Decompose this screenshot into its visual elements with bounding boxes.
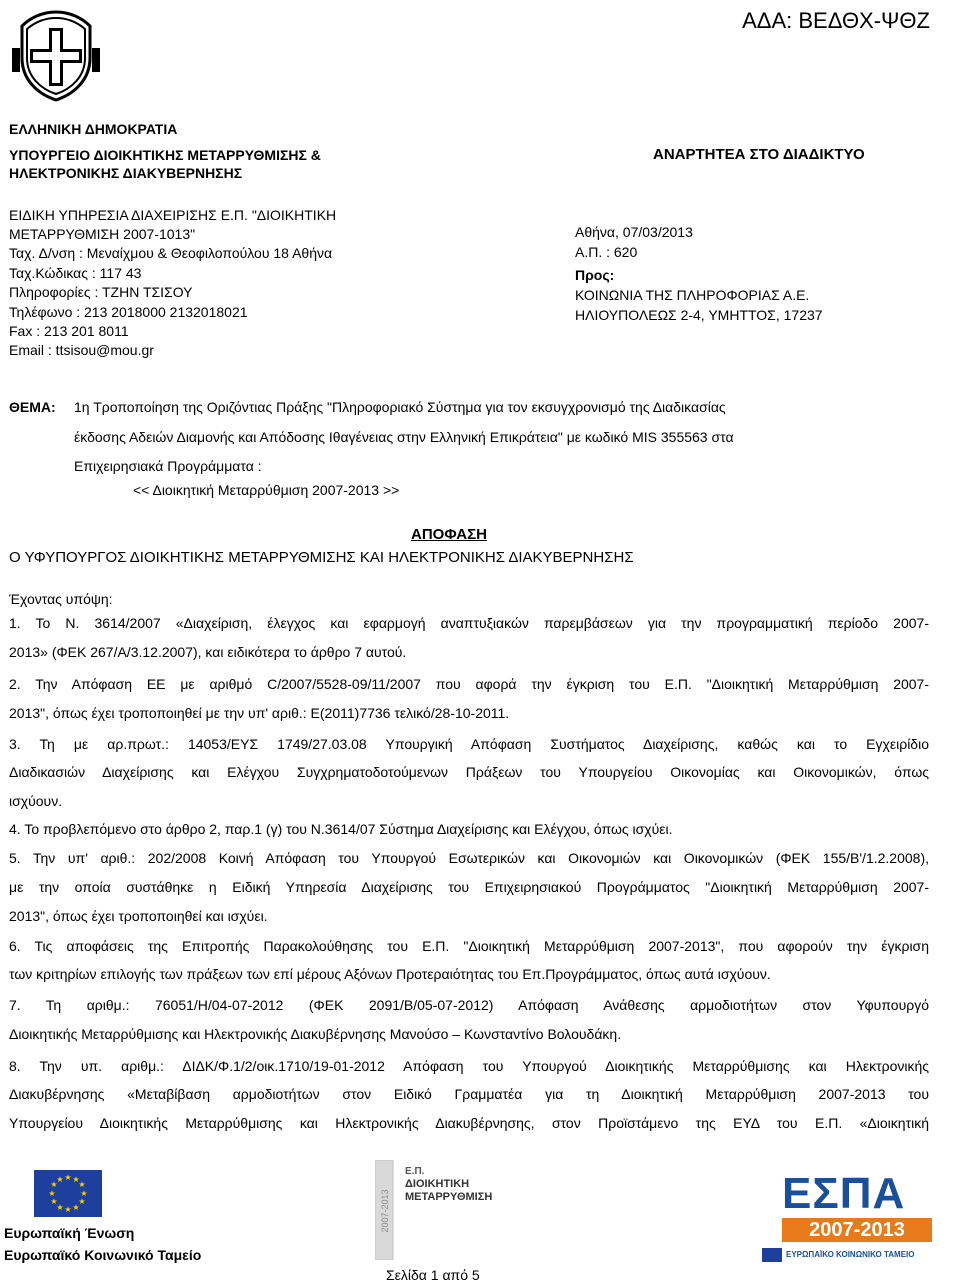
svg-text:★: ★	[72, 1203, 80, 1212]
espa-logo	[762, 1170, 934, 1270]
subject-programme: << Διοικητική Μεταρρύθμιση 2007-2013 >>	[133, 482, 400, 498]
svg-text:★: ★	[78, 1180, 86, 1189]
body-line: 4. Το προβλεπόμενο στο άρθρο 2, παρ.1 (γ) του Ν.3614/07 Σύστημα Διαχείρισης και Ελέγχου, όπως ισχύει.	[9, 821, 673, 837]
body-line: 2013", όπως έχει τροποποιηθεί και ισχύει.	[9, 908, 268, 924]
footer-eu-label: Ευρωπαϊκή Ένωση	[4, 1225, 135, 1241]
ada-code: ΑΔΑ: ΒΕΔΘΧ-ΨΘΖ	[742, 8, 930, 33]
subject-line-3: Επιχειρησιακά Προγράμματα :	[74, 458, 262, 474]
ep-logo	[375, 1160, 505, 1260]
espa-logo-text: ΕΣΠΑ	[782, 1169, 906, 1218]
body-line: Διακυβέρνησης «Μεταβίβαση αρμοδιοτήτων στον Ειδικό Γραμματέα για τη Διοικητική Μεταρρύθμιση 2007-2013 του	[9, 1086, 929, 1102]
espa-logo-years: 2007-2013	[782, 1218, 932, 1242]
recipient-label: Προς:	[575, 267, 615, 283]
body-line: με την οποία συστάθηκε η Ειδική Υπηρεσία Διαχείρισης του Επιχειρησιακού Προγράμματος "Διοικητική Μεταρρύθμιση 2007-	[9, 879, 929, 895]
ep-logo-text-3: ΜΕΤΑΡΡΥΘΜΙΣΗ	[405, 1191, 493, 1203]
fax-number: Fax : 213 201 8011	[9, 323, 129, 339]
svg-text:★: ★	[50, 1197, 58, 1206]
considering-label: Έχοντας υπόψη:	[9, 591, 113, 607]
subject-line-2: έκδοσης Αδειών Διαμονής και Απόδοσης Ιθαγένειας στην Ελληνική Επικράτεια" με κωδικό MIS 355563 στα	[74, 429, 734, 445]
footer-esf-label: Ευρωπαϊκό Κοινωνικό Ταμείο	[4, 1247, 202, 1263]
body-line: ισχύουν.	[9, 793, 63, 809]
body-line: 2. Την Απόφαση ΕΕ με αριθμό C/2007/5528-09/11/2007 που αφορά την έγκριση του Ε.Π. "Διοικητική Μεταρρύθμιση 2007-	[9, 676, 929, 692]
publication-notice: ΑΝΑΡΤΗΤΕΑ ΣΤΟ ΔΙΑΔΙΚΤΥΟ	[653, 146, 865, 163]
postal-address: Ταχ. Δ/νση : Μεναίχμου & Θεοφιλοπούλου 18 Αθήνα	[9, 245, 333, 261]
body-line: 7. Τη αριθμ.: 76051/Η/04-07-2012 (ΦΕΚ 2091/Β/05-07-2012) Απόφαση Ανάθεσης αρμοδιοτήτων στον Υφυπουργό	[9, 997, 929, 1013]
email-address: Email : ttsisou@mou.gr	[9, 342, 154, 358]
body-line: 2013", όπως έχει τροποποιηθεί με την υπ' αριθ.: Ε(2011)7736 τελικό/28-10-2011.	[9, 705, 510, 721]
ep-logo-text-2: ΔΙΟΙΚΗΤΙΚΗ	[405, 1178, 470, 1190]
subject-label: ΘΕΜΑ:	[9, 399, 56, 415]
decision-title: ΑΠΟΦΑΣΗ	[411, 526, 487, 543]
protocol-number: Α.Π. : 620	[575, 244, 638, 260]
service-line-2: ΜΕΤΑΡΡΥΘΜΙΣΗ 2007-1013"	[9, 226, 196, 242]
subject-line-1: 1η Τροποποίηση της Οριζόντιας Πράξης "Πληροφοριακό Σύστημα για τον εκσυγχρονισμό της Διαδικασίας	[74, 399, 726, 415]
document-date: Αθήνα, 07/03/2013	[575, 224, 693, 240]
body-line: Διαδικασιών Διαχείρισης και Ελέγχου Συγχρηματοδοτούμενων Πράξεων του Υπουργείου Οικονομίας και Οικονομικών, όπως	[9, 764, 929, 780]
phone-numbers: Τηλέφωνο : 213 2018000 2132018021	[9, 304, 248, 320]
svg-text:★: ★	[50, 1180, 58, 1189]
body-line: Υπουργείου Διοικητικής Μεταρρύθμισης και Ηλεκτρονικής Διακυβέρνησης, στον Προϊστάμενο της ΕΥΔ του Ε.Π. «Διοικητική	[9, 1115, 929, 1131]
svg-text:★: ★	[48, 1189, 56, 1198]
svg-text:★: ★	[56, 1203, 64, 1212]
body-line: 2013» (ΦΕΚ 267/Α/3.12.2007), και ειδικότερα το άρθρο 7 αυτού.	[9, 644, 407, 660]
ep-logo-text-1: Ε.Π.	[405, 1166, 425, 1177]
svg-text:★: ★	[64, 1205, 72, 1214]
svg-text:★: ★	[56, 1175, 64, 1184]
ministry-line-2: ΗΛΕΚΤΡΟΝΙΚΗΣ ΔΙΑΚΥΒΕΡΝΗΣΗΣ	[9, 165, 243, 181]
recipient-name: ΚΟΙΝΩΝΙΑ ΤΗΣ ΠΛΗΡΟΦΟΡΙΑΣ Α.Ε.	[575, 287, 810, 303]
svg-text:★: ★	[80, 1189, 88, 1198]
body-line: 8. Την υπ. αριθμ.: ΔΙΔΚ/Φ.1/2/οικ.1710/19-01-2012 Απόφαση του Υπουργού Διοικητικής Μεταρρύθμισης και Ηλεκτρονικής	[9, 1058, 929, 1074]
svg-text:★: ★	[72, 1175, 80, 1184]
ministry-line-1: ΥΠΟΥΡΓΕΙΟ ΔΙΟΙΚΗΤΙΚΗΣ ΜΕΤΑΡΡΥΘΜΙΣΗΣ &	[9, 147, 321, 163]
republic-title: ΕΛΛΗΝΙΚΗ ΔΗΜΟΚΡΑΤΙΑ	[9, 121, 178, 137]
service-line-1: ΕΙΔΙΚΗ ΥΠΗΡΕΣΙΑ ΔΙΑΧΕΙΡΙΣΗΣ Ε.Π. "ΔΙΟΙΚΗΤΙΚΗ	[9, 207, 337, 223]
body-line: 5. Την υπ' αριθ.: 202/2008 Κοινή Απόφαση του Υπουργού Εσωτερικών και Οικονομιών και Οικονομικών (ΦΕΚ 155/Β'/1.2.2008),	[9, 850, 929, 866]
espa-fund-label: ΕΥΡΩΠΑΪΚΟ ΚΟΙΝΩΝΙΚΟ ΤΑΜΕΙΟ	[786, 1250, 915, 1259]
body-line: των κριτηρίων επιλογής των πράξεων των επί μέρους Αξόνων Προτεραιότητας του Επ.Προγράμματος, όπως αυτά ισχύουν.	[9, 966, 771, 982]
ep-logo-years: 2007-2013	[380, 1189, 390, 1233]
espa-eu-flag-icon	[762, 1248, 782, 1262]
svg-text:★: ★	[64, 1173, 72, 1182]
svg-text:★: ★	[78, 1197, 86, 1206]
postal-code: Ταχ.Κώδικας : 117 43	[9, 265, 142, 281]
body-line: 3. Τη με αρ.πρωτ.: 14053/ΕΥΣ 1749/27.03.08 Υπουργική Απόφαση Συστήματος Διαχείρισης, καθώς και το Εγχειρίδιο	[9, 736, 929, 752]
decision-authority: Ο ΥΦΥΠΟΥΡΓΟΣ ΔΙΟΙΚΗΤΙΚΗΣ ΜΕΤΑΡΡΥΘΜΙΣΗΣ ΚΑΙ ΗΛΕΚΤΡΟΝΙΚΗΣ ΔΙΑΚΥΒΕΡΝΗΣΗΣ	[9, 549, 634, 566]
page-number: Σελίδα 1 από 5	[386, 1267, 480, 1283]
contact-person: Πληροφορίες : ΤΖΗΝ ΤΣΙΣΟΥ	[9, 284, 193, 300]
body-line: 1. Το Ν. 3614/2007 «Διαχείριση, έλεγχος και εφαρμογή αναπτυξιακών παρεμβάσεων για την προγραμματική περίοδο 2007-	[9, 615, 929, 631]
greek-emblem-icon	[8, 8, 104, 104]
recipient-address: ΗΛΙΟΥΠΟΛΕΩΣ 2-4, ΥΜΗΤΤΟΣ, 17237	[575, 307, 823, 323]
body-line: 6. Τις αποφάσεις της Επιτροπής Παρακολούθησης του Ε.Π. "Διοικητική Μεταρρύθμιση 2007-2013", που αφορούν την έγκριση	[9, 938, 929, 954]
eu-flag-icon	[34, 1170, 102, 1217]
body-line: Διοικητικής Μεταρρύθμισης και Ηλεκτρονικής Διακυβέρνησης Μανούσο – Κωνσταντίνο Βολουδάκη.	[9, 1026, 622, 1042]
